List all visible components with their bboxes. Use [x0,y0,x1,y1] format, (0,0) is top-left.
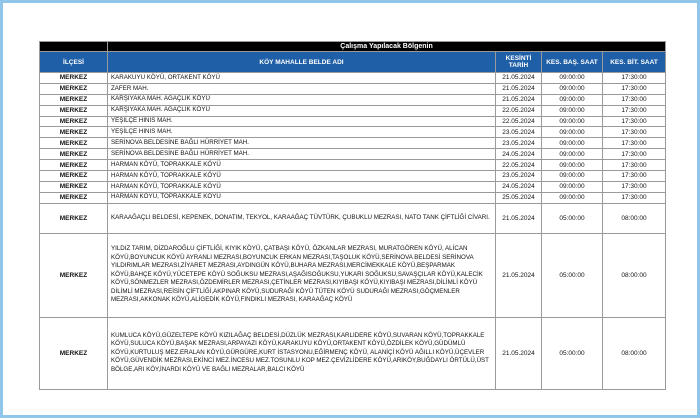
table-row [40,233,666,317]
cell-end: 08:00:00 [603,317,666,389]
cell-end: 08:00:00 [603,203,666,233]
cell-start: 09:00:00 [542,73,603,84]
header-area: KÖY MAHALLE BELDE ADI [108,52,496,73]
cell-end: 17:30:00 [603,181,666,192]
cell-ilce: MERKEZ [40,149,108,160]
cell-end: 17:30:00 [603,127,666,138]
cell-date: 21.05.2024 [496,233,542,317]
cell-date: 24.05.2024 [496,181,542,192]
cell-end: 17:30:00 [603,149,666,160]
cell-ilce: MERKEZ [40,73,108,84]
outage-table [39,41,666,390]
cell-area: KUMLUCA KÖYÜ,GÜZELTEPE KÖYÜ KIZILAĞAÇ BELDESİ,DÜZLÜK MEZRASI,KARLIDERE KÖYÜ,SUVARAN KÖYÜ,TOPRAKKALE KÖYÜ,SULUCA KÖYÜ,BAŞAK MEZRASI,ARPAYAZI KÖYÜ,KARAKUYU KÖYÜ,ORTAKENT KÖYÜ,ÖZDİLEK KÖYÜ,GÜDÜMLÜ KÖYÜ,KURTULUŞ MEZ.ERALAN KÖYÜ,GÜRGÜRE,KURT İSTASYONU,EĞİRMENÇ KÖYÜ, ALANİÇİ KÖYÜ AĞILLI KÖYÜ,ÜÇEVLER KÖYÜ,GÜVENDİK MEZRASI,EKİNCİ MEZ.İNCESU MEZ.TOSUNLU KOP MEZ.ÇEVİZLİDERE KÖYÜ,ARIKÖY,BUĞDAYLI ÖRTÜLÜ,ÜST BÖLGE,ARI KÖY,İNARDI KÖYÜ VE BAĞLI MEZRALAR,BALCI KÖYÜ [108,317,496,389]
cell-ilce: MERKEZ [40,171,108,182]
table-title [40,42,108,52]
cell-end: 17:30:00 [603,105,666,116]
table-row [40,105,666,116]
header-start: KES. BAŞ. SAAT [542,52,603,73]
cell-area: YEŞİLÇE HINIS MAH. [108,127,496,138]
cell-ilce: MERKEZ [40,94,108,105]
cell-area: SERİNOVA BELDESİNE BAĞLI HÜRRİYET MAH. [108,138,496,149]
cell-date: 22.05.2024 [496,116,542,127]
header-ilce: İLÇESİ [40,52,108,73]
table-header-row [40,52,666,73]
cell-ilce: MERKEZ [40,127,108,138]
cell-start: 09:00:00 [542,192,603,203]
cell-end: 17:30:00 [603,138,666,149]
cell-start: 09:00:00 [542,171,603,182]
cell-area: SERİNOVA BELDESİNE BAĞLI HÜRRİYET MAH. [108,149,496,160]
cell-area: KARAAĞAÇLI BELDESİ, KEPENEK, DONATIM, TEKYOL, KARAAĞAÇ TÜVTÜRK, ÇUBUKLU MEZRASI, NATO TANK ÇİFTLİĞİ CİVARI. [108,203,496,233]
cell-start: 09:00:00 [542,94,603,105]
table-title-row [40,42,666,52]
cell-ilce: MERKEZ [40,116,108,127]
cell-date: 24.05.2024 [496,149,542,160]
header-date: KESİNTİ TARİH [496,52,542,73]
cell-date: 23.05.2024 [496,171,542,182]
table-row [40,83,666,94]
cell-start: 09:00:00 [542,181,603,192]
cell-date: 21.05.2024 [496,83,542,94]
cell-date: 22.05.2024 [496,160,542,171]
cell-ilce: MERKEZ [40,160,108,171]
cell-start: 09:00:00 [542,127,603,138]
cell-end: 17:30:00 [603,171,666,182]
cell-area: HARMAN KÖYÜ, TOPRAKKALE KÖYÜ [108,181,496,192]
cell-ilce: MERKEZ [40,83,108,94]
cell-date: 21.05.2024 [496,94,542,105]
cell-date: 21.05.2024 [496,317,542,389]
cell-end: 17:30:00 [603,192,666,203]
header-end: KES. BİT. SAAT [603,52,666,73]
cell-end: 08:00:00 [603,233,666,317]
cell-start: 05:00:00 [542,317,603,389]
cell-ilce: MERKEZ [40,138,108,149]
cell-end: 17:30:00 [603,116,666,127]
table-title-text: Çalışma Yapılacak Bölgenin [108,42,666,52]
cell-start: 09:00:00 [542,116,603,127]
cell-date: 23.05.2024 [496,127,542,138]
table-row [40,192,666,203]
table-row [40,94,666,105]
page-frame [3,3,697,415]
cell-ilce: MERKEZ [40,181,108,192]
cell-area: HARMAN KÖYÜ, TOPRAKKALE KÖYÜ [108,171,496,182]
cell-end: 17:30:00 [603,73,666,84]
cell-end: 17:30:00 [603,94,666,105]
cell-area: KARAKUYU KÖYÜ, ORTAKENT KÖYÜ [108,73,496,84]
cell-area: YEŞİLÇE HINIS MAH. [108,116,496,127]
cell-area: KARŞIYAKA MAH. AĞAÇLIK KÖYÜ [108,105,496,116]
table-row [40,160,666,171]
cell-start: 09:00:00 [542,138,603,149]
table-row [40,127,666,138]
cell-end: 17:30:00 [603,83,666,94]
cell-area: KARŞIYAKA MAH. AĞAÇLIK KÖYÜ [108,94,496,105]
cell-start: 09:00:00 [542,149,603,160]
cell-start: 09:00:00 [542,105,603,116]
table-row [40,73,666,84]
cell-start: 09:00:00 [542,83,603,94]
cell-ilce: MERKEZ [40,192,108,203]
cell-area: YILDIZ TARIM, DİZDAROĞLU ÇİFTLİĞİ, KIYIK KÖYÜ, ÇATBAŞI KÖYÜ, ÖZKANLAR MEZRASI, MURATGÖREN KÖYÜ, ALİCAN KÖYÜ,BOYUNCUK KÖYÜ AYRANLI MEZRASI,BOYUNCUK ERKAN MEZRASI,TAŞOLUK KÖYÜ,SERİNOVA BELDESİ SERİNOVA YILDIRIMLAR MEZRASI,ZİYARET MEZRASI,AYDINGÜN KÖYÜ,BUHARA MEZRASI,MERCİMEKKALE KÖYÜ,BEŞPARMAK KÖYÜ,BAHÇE KÖYÜ,YÜCETEPE KÖYÜ SOĞUKSU MEZRASI,AŞAĞISOĞUKSU,YUKARI SOĞUKSU,SAVAŞÇILAR KÖYÜ,KALECİK KÖYÜ,SÖNMEZLER MEZRASI,ÖZDEMİRLER MEZRASI,ÇETİNLER MEZRASI,KIYIBAŞI KÖYÜ,KIYIBAŞI MEZRASI,DİLİMLİ KÖYÜ DİLİMLİ MEZRASI,REİSİN ÇİFTLİĞİ,AKPINAR KÖYÜ,SUDURAĞI KÖYÜ TÜTEN KÖYÜ SUDURAĞI MEZRASI,GÖÇMENLER MEZRASI,AKKONAK KÖYÜ,ALİGEDİK KÖYÜ,FINDIKLI MEZRASI, KARAAĞAÇ KÖYÜ [108,233,496,317]
cell-ilce: MERKEZ [40,105,108,116]
table-row [40,181,666,192]
cell-ilce: MERKEZ [40,317,108,389]
table-row [40,203,666,233]
table-row [40,149,666,160]
cell-date: 21.05.2024 [496,73,542,84]
cell-date: 21.05.2024 [496,203,542,233]
cell-start: 09:00:00 [542,160,603,171]
table-row [40,116,666,127]
cell-start: 05:00:00 [542,233,603,317]
table-row [40,317,666,389]
cell-date: 25.05.2024 [496,192,542,203]
cell-end: 17:30:00 [603,160,666,171]
table-row [40,138,666,149]
cell-area: ZAFER MAH. [108,83,496,94]
cell-start: 05:00:00 [542,203,603,233]
table-row [40,171,666,182]
cell-ilce: MERKEZ [40,203,108,233]
cell-date: 22.05.2024 [496,105,542,116]
cell-area: HARMAN KÖYÜ, TOPRAKKALE KÖYÜ [108,192,496,203]
cell-area: HARMAN KÖYÜ, TOPRAKKALE KÖYÜ [108,160,496,171]
cell-date: 23.05.2024 [496,138,542,149]
cell-ilce: MERKEZ [40,233,108,317]
